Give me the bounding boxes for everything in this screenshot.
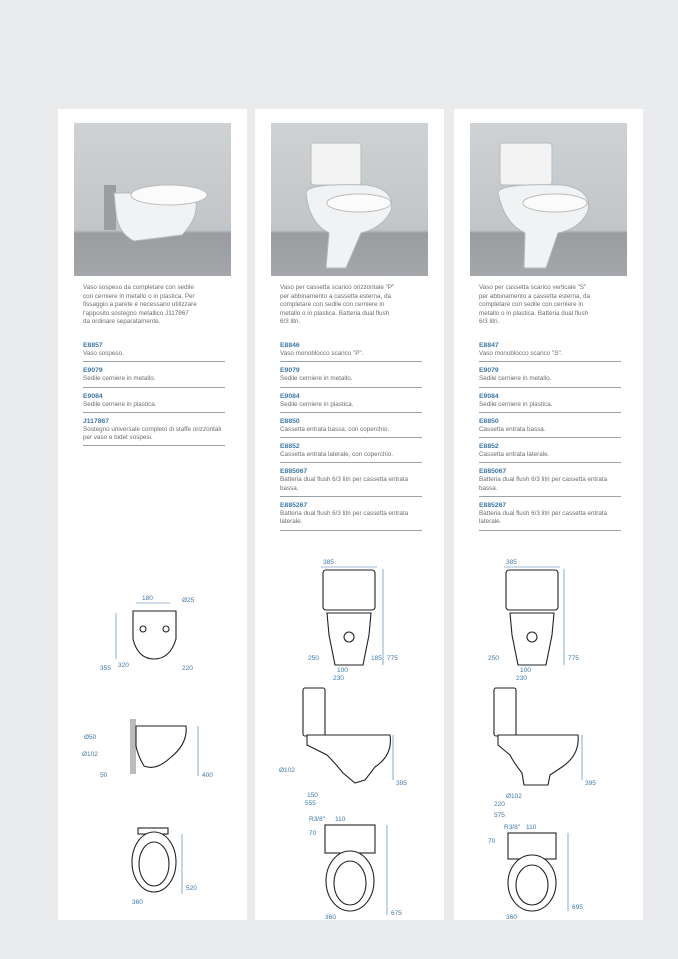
product-text: Sostegno universale completo di staffe orizzontali per vaso e bidet sospesi. (83, 425, 222, 442)
product-description: Vaso per cassetta scarico orizzontale "P" per abbinamento a cassetta esterna, da completare con sedile con cerniere in metallo o in plastica. Batteria dual flush 6/3 litri. (280, 284, 395, 325)
dim-label: 575 (494, 812, 505, 819)
product-photo-close-coupled-s (470, 123, 627, 276)
product-code: E885067 (479, 468, 507, 476)
dim-label: 675 (391, 910, 402, 917)
list-item (479, 417, 621, 438)
list-item (280, 467, 422, 497)
dim-label: 100 (337, 667, 348, 674)
dim-label: 230 (333, 675, 344, 682)
dim-label: 110 (335, 816, 346, 823)
dim-label: 250 (308, 655, 319, 662)
dim-label: 185 (371, 655, 382, 662)
product-code: J117867 (83, 417, 110, 425)
product-code: E8852 (479, 443, 499, 451)
product-text: Batteria dual flush 6/3 litri per cassetta entrata laterale. (280, 510, 409, 526)
product-text: Cassetta entrata bassa, con coperchio. (280, 425, 390, 433)
product-code-list (280, 341, 422, 535)
technical-drawing-top (454, 819, 643, 919)
technical-drawing-side (58, 716, 247, 786)
close-coupled-toilet-image (271, 123, 428, 276)
list-item (83, 366, 225, 387)
dim-label: R3/8" (309, 816, 326, 823)
product-code: E9084 (479, 392, 499, 400)
product-column-s-trap (454, 109, 643, 920)
dim-label: Ø102 (506, 793, 522, 800)
product-text: Sedile cerniere in plastica. (479, 400, 553, 408)
product-code: E8852 (280, 443, 300, 451)
product-description: Vaso sospeso da completare con sedile con cerniere in metallo o in plastica. Per fissaggio a parete è necessario utilizzare l'apposito sostegno metallico J117867 da ordinare separatamente. (83, 284, 197, 325)
dim-label: 360 (132, 899, 143, 906)
product-code: E8857 (83, 342, 103, 349)
dim-label: 775 (568, 655, 579, 662)
product-text: Batteria dual flush 6/3 litri per cassetta entrata laterale. (479, 510, 608, 526)
dim-label: 775 (387, 655, 398, 662)
list-item (83, 392, 225, 413)
dim-label: 70 (309, 830, 317, 837)
dim-label: 395 (585, 780, 596, 787)
product-column-p-trap (255, 109, 444, 920)
dim-label: 220 (182, 665, 193, 672)
list-item (479, 341, 621, 362)
dim-label: 385 (323, 559, 334, 566)
product-text: Sedile cerniere in metallo. (280, 375, 353, 383)
technical-drawing-front (454, 555, 643, 685)
dim-label: 250 (488, 655, 499, 662)
dim-label: 220 (494, 801, 505, 808)
technical-drawing-front (58, 589, 247, 679)
dim-label: Ø102 (279, 767, 295, 774)
technical-drawing-side (454, 685, 643, 800)
dim-label: 395 (396, 780, 407, 787)
product-code: E8850 (280, 417, 300, 425)
dim-label: R3/8" (504, 824, 521, 831)
dim-label: Ø102 (82, 751, 98, 758)
wall-hung-toilet-image (74, 123, 231, 276)
product-text: Vaso sospeso. (83, 350, 124, 357)
list-item (280, 392, 422, 413)
product-text: Batteria dual flush 6/3 litri per cassetta entrata bassa. (479, 476, 608, 492)
product-text: Batteria dual flush 6/3 litri per cassetta entrata bassa. (280, 476, 409, 492)
product-photo-wall-hung-toilet (74, 123, 231, 276)
product-code: E9079 (83, 367, 103, 375)
product-code: E9079 (479, 367, 499, 375)
list-item (83, 417, 225, 447)
product-text: Cassetta entrata laterale, con coperchio. (280, 451, 394, 459)
technical-drawing-side-bottom (255, 797, 444, 811)
dim-label: 230 (516, 675, 527, 682)
dim-label: 555 (305, 800, 316, 807)
product-text: Sedile cerniere in plastica. (280, 400, 354, 408)
list-item (479, 366, 621, 387)
product-text: Cassetta entrata laterale. (479, 451, 550, 459)
dim-label: 150 (307, 792, 318, 799)
technical-drawing-top (58, 824, 247, 914)
dim-label: Ø50 (84, 734, 97, 741)
list-item (280, 442, 422, 463)
dim-label: 385 (506, 559, 517, 566)
product-text: Vaso monoblocco scarico "S". (479, 350, 563, 357)
product-code: E885067 (280, 468, 308, 476)
product-text: Sedile cerniere in plastica. (83, 400, 157, 408)
dim-label: 100 (520, 667, 531, 674)
product-code: E9084 (83, 392, 103, 400)
product-code-list (479, 341, 621, 535)
product-text: Vaso monoblocco scarico "P". (280, 350, 364, 357)
product-code: E8847 (479, 342, 499, 349)
dim-label: 180 (142, 595, 153, 602)
close-coupled-toilet-image (470, 123, 627, 276)
dim-label: 355 (100, 665, 111, 672)
dim-label: 320 (118, 662, 129, 669)
technical-drawing-side (255, 685, 444, 800)
list-item (280, 417, 422, 438)
list-item (479, 392, 621, 413)
product-text: Cassetta entrata bassa. (479, 425, 546, 433)
list-item (280, 501, 422, 531)
dim-label: Ø25 (182, 597, 195, 604)
dim-label: 360 (506, 914, 517, 919)
technical-drawing-front (255, 555, 444, 685)
dim-label: 50 (100, 772, 108, 779)
list-item (479, 501, 621, 531)
product-code: E8846 (280, 342, 300, 349)
list-item (280, 366, 422, 387)
product-code: E9079 (280, 367, 300, 375)
list-item (83, 341, 225, 362)
dim-label: 520 (186, 885, 197, 892)
product-description: Vaso per cassetta scarico verticale "S" per abbinamento a cassetta esterna, da completare con sedile con cerniere in metallo o in plastica. Batteria dual flush 6/3 litri. (479, 284, 590, 325)
dim-label: 400 (202, 772, 213, 779)
product-code-list (83, 341, 225, 450)
product-text: Sedile cerniere in metallo. (479, 375, 552, 383)
dim-label: 695 (572, 904, 583, 911)
dim-label: 70 (488, 838, 496, 845)
list-item (280, 341, 422, 362)
product-code: E8850 (479, 417, 499, 425)
product-code: E885267 (479, 502, 507, 510)
product-column-wall-hung (58, 109, 247, 920)
list-item (479, 467, 621, 497)
technical-drawing-top (255, 811, 444, 921)
dim-label: 360 (325, 914, 336, 921)
dim-label: 110 (526, 824, 537, 831)
product-photo-close-coupled-p (271, 123, 428, 276)
product-code: E9084 (280, 392, 300, 400)
list-item (479, 442, 621, 463)
product-text: Sedile cerniere in metallo. (83, 375, 156, 383)
product-code: E885267 (280, 502, 308, 510)
